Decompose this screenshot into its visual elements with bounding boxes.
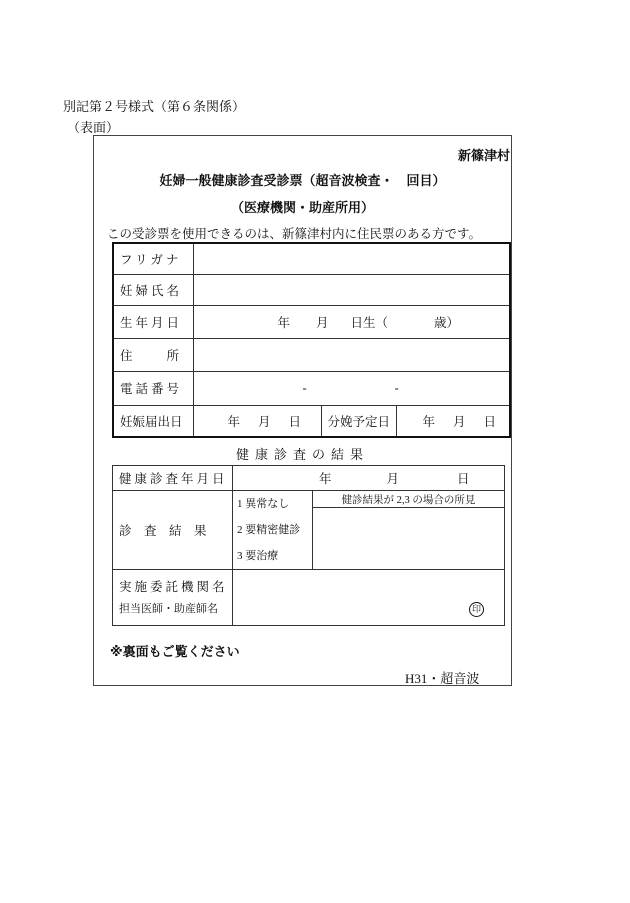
phone-label: 電話番号 (113, 371, 193, 405)
form-reference: 別記第２号様式（第６条関係） (63, 99, 246, 114)
report-date-label: 妊娠届出日 (113, 405, 193, 437)
birth-age: 歳） (434, 315, 460, 330)
birth-label: 生年月日 (113, 305, 193, 338)
name-row (113, 274, 510, 305)
personal-info-table (112, 242, 511, 438)
due-day: 日 (483, 414, 497, 429)
results-table (112, 465, 505, 626)
form-code: H31・超音波 (405, 671, 480, 686)
phone-row (113, 371, 510, 405)
address-row (113, 338, 510, 371)
phone-dash-2: - (394, 380, 399, 395)
exam-date-field[interactable] (233, 466, 505, 491)
exam-day: 日 (457, 472, 470, 486)
birth-row (113, 305, 510, 338)
birth-field[interactable] (193, 305, 510, 338)
finding-label: 健診結果が 2,3 の場合の所見 (313, 491, 505, 508)
report-year: 年 (227, 414, 241, 429)
result-option-2[interactable]: 2 要精密健診 (237, 524, 301, 536)
institution-field[interactable] (233, 570, 505, 626)
dates-row (113, 405, 510, 437)
phone-field[interactable] (193, 371, 510, 405)
voucher-title: 妊婦一般健康診査受診票（超音波検査・ 回目） (159, 174, 446, 189)
seal-icon: 印 (469, 602, 484, 617)
due-year: 年 (422, 414, 436, 429)
address-label: 住 所 (113, 338, 193, 371)
village-name: 新篠津村 (458, 149, 511, 164)
institution-row (113, 570, 505, 626)
due-month: 月 (453, 414, 466, 429)
institution-labels (113, 570, 233, 626)
back-side-note: ※裏面もご覧ください (110, 645, 240, 660)
exam-date-label: 健康診査年月日 (113, 466, 233, 491)
result-options[interactable] (233, 491, 313, 570)
report-date-field[interactable] (193, 405, 321, 437)
report-month: 月 (258, 414, 271, 429)
side-label: （表面） (67, 120, 120, 135)
report-day: 日 (288, 414, 302, 429)
furigana-field[interactable] (193, 243, 510, 274)
exam-date-row (113, 466, 505, 491)
due-date-label: 分娩予定日 (321, 405, 396, 437)
name-field[interactable] (193, 274, 510, 305)
due-date-field[interactable] (396, 405, 510, 437)
result-row-top (113, 491, 505, 508)
birth-year: 年 (277, 315, 291, 330)
furigana-label: フリガナ (113, 243, 193, 274)
institution-label: 実施委託機関名 (119, 579, 228, 594)
phone-dash-1: - (302, 380, 307, 395)
birth-month: 月 (316, 315, 329, 330)
result-option-3[interactable]: 3 要治療 (237, 550, 279, 562)
doctor-label: 担当医師・助産師名 (119, 602, 218, 615)
birth-day: 日生（ (350, 315, 389, 330)
eligibility-notice: この受診票を使用できるのは、新篠津村内に住民票のある方です。 (107, 227, 482, 241)
result-option-1[interactable]: 1 異常なし (237, 498, 290, 510)
finding-field[interactable] (313, 508, 505, 570)
exam-year: 年 (319, 472, 332, 486)
exam-month: 月 (386, 472, 400, 486)
furigana-row (113, 243, 510, 274)
results-section-title: 健康診査の結果 (235, 447, 369, 462)
voucher-subtitle: （医療機関・助産所用） (230, 201, 374, 216)
address-field[interactable] (193, 338, 510, 371)
result-label: 診 査 結 果 (113, 491, 233, 570)
name-label: 妊婦氏名 (113, 274, 193, 305)
